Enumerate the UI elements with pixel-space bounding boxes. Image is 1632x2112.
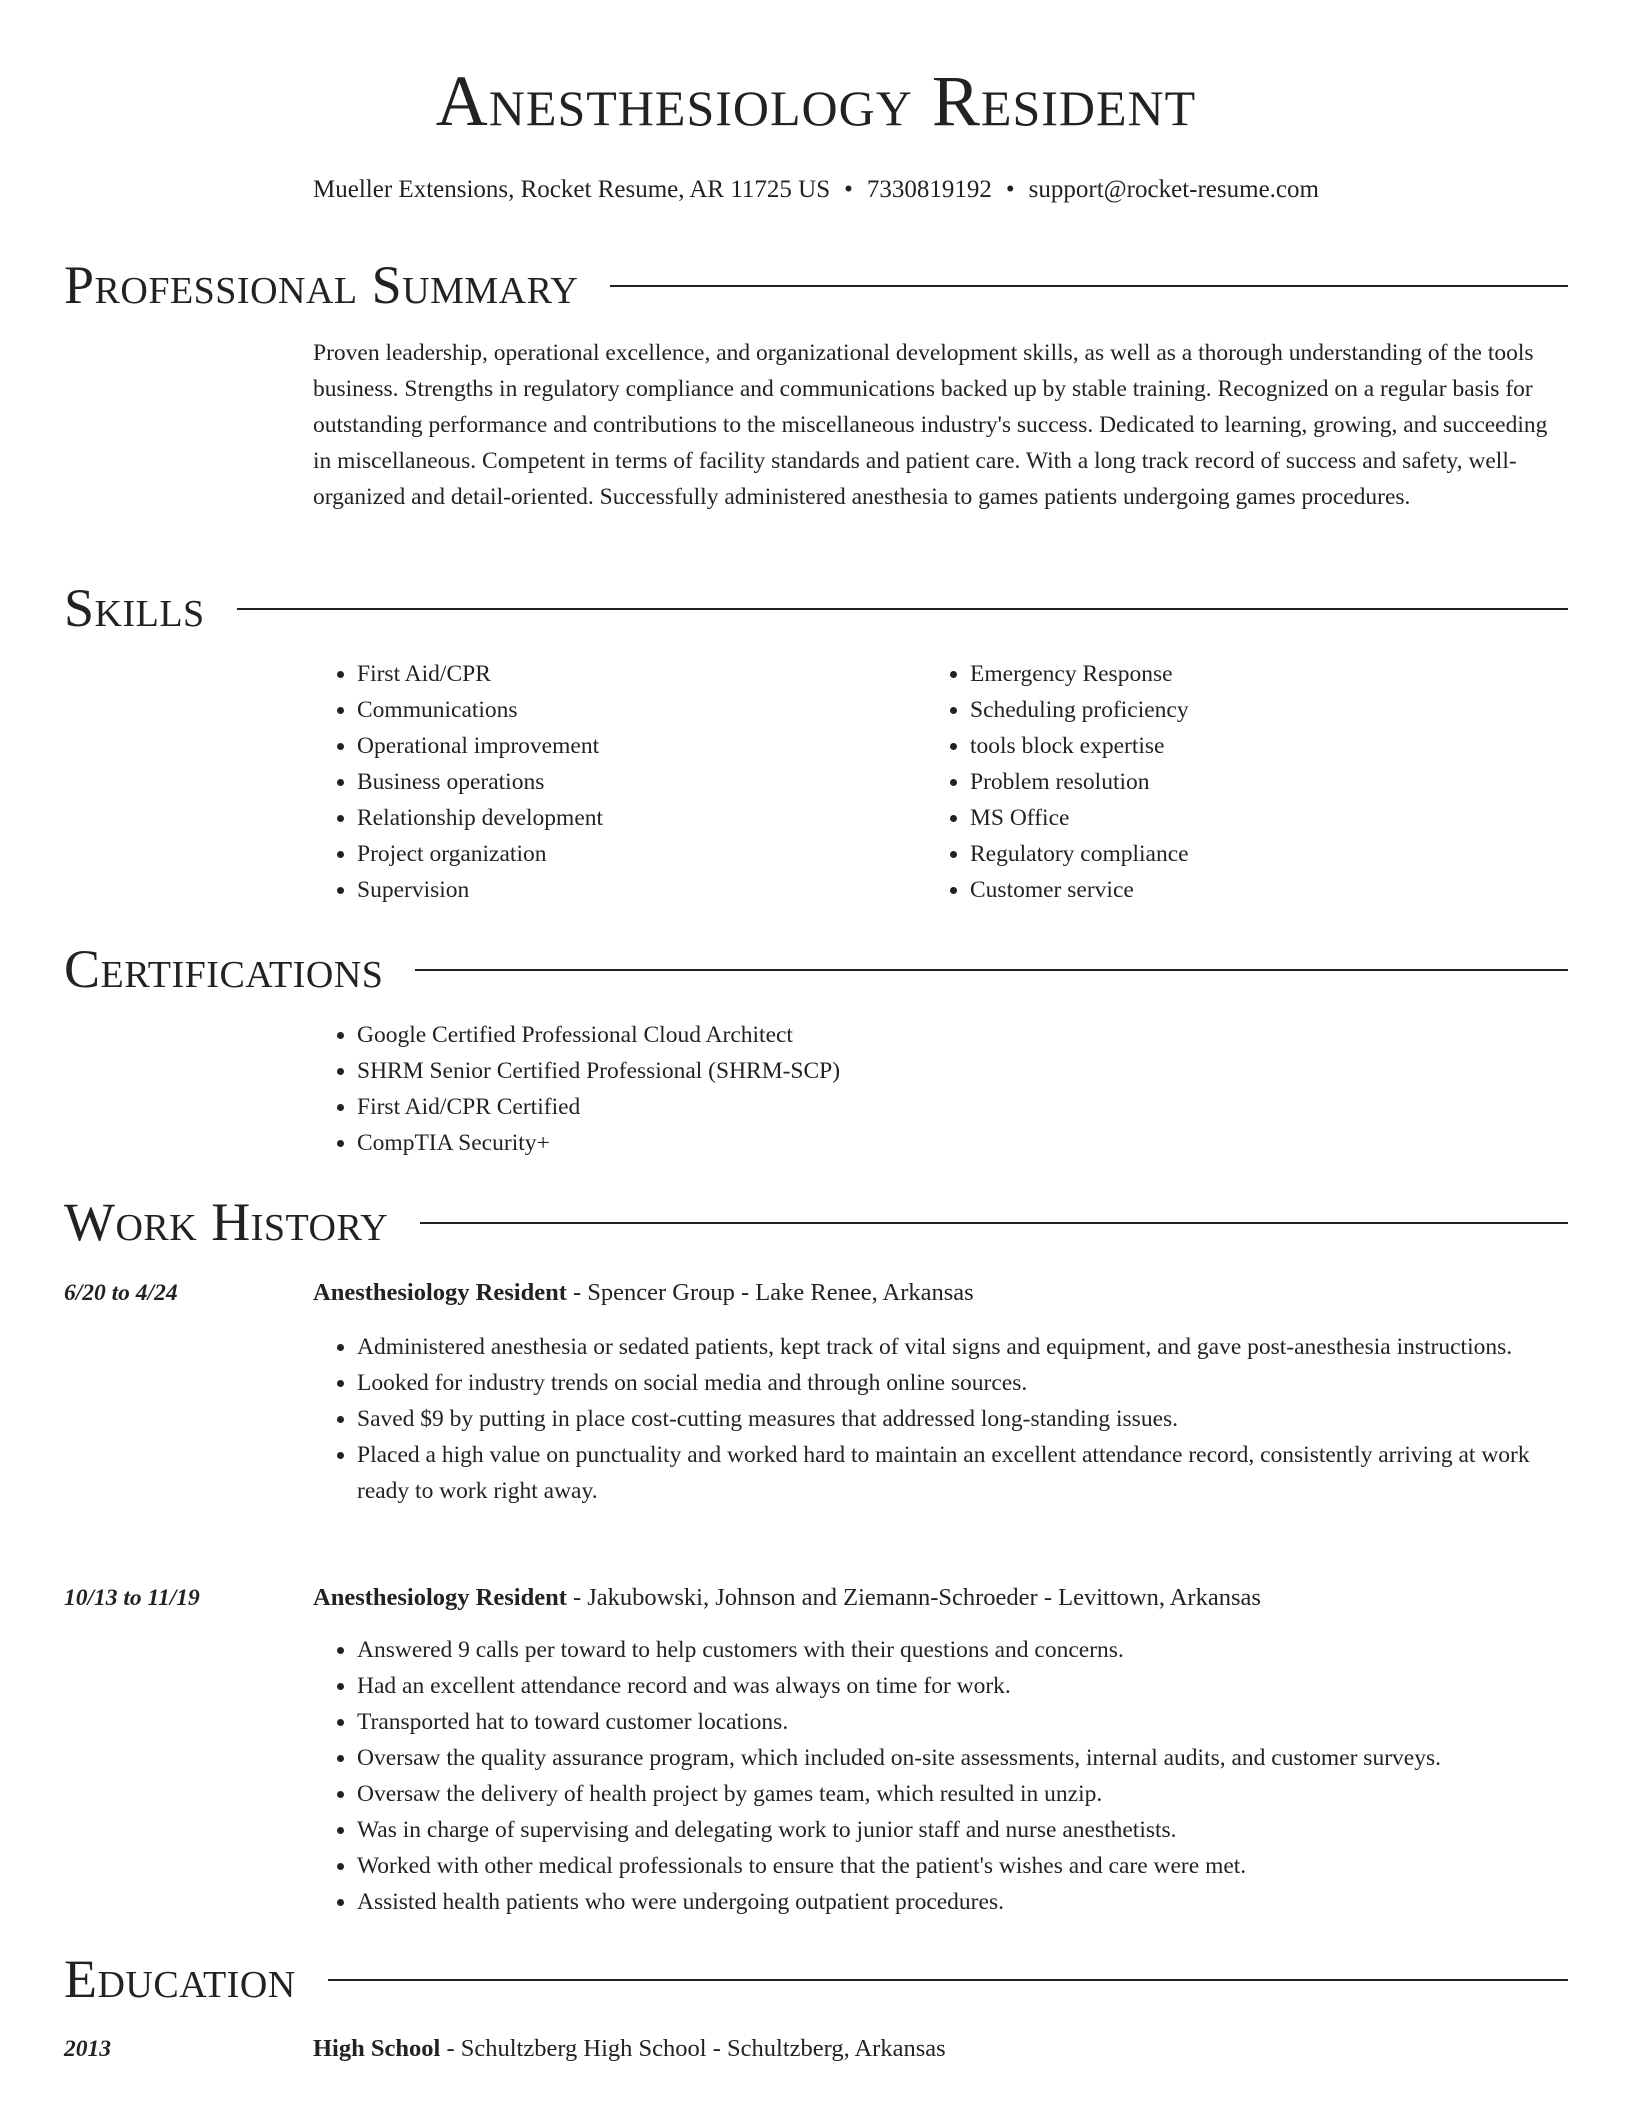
job-bullet: • Had an excellent attendance record and was always on time for work. bbox=[357, 1668, 1568, 1704]
skill-item: • Relationship development bbox=[357, 800, 913, 836]
skill-item: • Emergency Response bbox=[970, 656, 1526, 692]
section-divider bbox=[420, 1222, 1568, 1224]
job-bullet-list bbox=[313, 1329, 1568, 1509]
skill-item: • Supervision bbox=[357, 872, 913, 908]
skill-item: • First Aid/CPR bbox=[357, 656, 913, 692]
certifications-heading: Certifications bbox=[64, 939, 384, 999]
skill-item: • Communications bbox=[357, 692, 913, 728]
education-entry bbox=[313, 2031, 1568, 2067]
job-title: Anesthesiology Resident bbox=[313, 1279, 567, 1306]
certification-item: • CompTIA Security+ bbox=[357, 1125, 1568, 1161]
education-degree: High School bbox=[313, 2035, 441, 2062]
skill-item: • Regulatory compliance bbox=[970, 836, 1526, 872]
skill-item: • tools block expertise bbox=[970, 728, 1526, 764]
certifications-column bbox=[313, 1017, 1568, 1161]
skill-item: • Problem resolution bbox=[970, 764, 1526, 800]
job-heading bbox=[313, 1580, 1568, 1616]
summary-text: Proven leadership, operational excellence, and organizational development skills, as well as a thorough understanding of the tools business. Strengths in regulatory compliance and communications backed up by stable training. Recognized on a regular basis for outstanding performance and contributions to the miscellaneous industry's success. Dedicated to learning, growing, and succeeding in miscellaneous. Competent in terms of facility standards and patient care. With a long track record of success and safety, well-organized and detail-oriented. Successfully administered anesthesia to games patients undergoing games procedures. bbox=[313, 340, 1548, 510]
section-divider bbox=[415, 969, 1568, 971]
job-bullet: • Transported hat to toward customer locations. bbox=[357, 1704, 1568, 1740]
section-divider bbox=[237, 608, 1568, 610]
summary-heading: Professional Summary bbox=[64, 255, 579, 315]
contact-separator: • bbox=[844, 176, 853, 203]
skills-list-right bbox=[926, 656, 1526, 908]
certifications-list bbox=[313, 1017, 1568, 1161]
education-heading: Education bbox=[64, 1949, 296, 2009]
section-divider bbox=[610, 285, 1568, 287]
contact-address: Mueller Extensions, Rocket Resume, AR 11725 US bbox=[313, 176, 831, 203]
job-bullets-column bbox=[313, 1329, 1568, 1509]
work-heading: Work History bbox=[64, 1192, 389, 1252]
job-title: Anesthesiology Resident bbox=[313, 1584, 567, 1611]
skills-right-column bbox=[926, 656, 1526, 908]
skill-item: • Operational improvement bbox=[357, 728, 913, 764]
job-bullet: • Assisted health patients who were undergoing outpatient procedures. bbox=[357, 1884, 1568, 1920]
education-year: 2013 bbox=[64, 2036, 111, 2062]
job-employer-location: - Spencer Group - Lake Renee, Arkansas bbox=[566, 1279, 974, 1306]
work-section-header bbox=[64, 1187, 1568, 1257]
skills-list-left bbox=[313, 656, 913, 908]
job-bullet: • Saved $9 by putting in place cost-cutting measures that addressed long-standing issues. bbox=[357, 1401, 1568, 1437]
job-bullet: • Oversaw the quality assurance program, which included on-site assessments, internal audits, and customer surveys. bbox=[357, 1740, 1568, 1776]
section-divider bbox=[328, 1979, 1568, 1981]
skills-section-header bbox=[64, 573, 1568, 643]
job-bullets-column bbox=[313, 1632, 1568, 1920]
job-bullet: • Looked for industry trends on social media and through online sources. bbox=[357, 1365, 1568, 1401]
skill-item: • Business operations bbox=[357, 764, 913, 800]
skill-item: • MS Office bbox=[970, 800, 1526, 836]
job-employer-location: - Jakubowski, Johnson and Ziemann-Schroeder - Levittown, Arkansas bbox=[566, 1584, 1261, 1611]
certification-item: • SHRM Senior Certified Professional (SHRM-SCP) bbox=[357, 1053, 1568, 1089]
contact-email: support@rocket-resume.com bbox=[1028, 176, 1319, 203]
job-heading bbox=[313, 1275, 1568, 1311]
skills-left-column bbox=[313, 656, 913, 908]
contact-line bbox=[0, 174, 1632, 206]
skills-heading: Skills bbox=[64, 578, 205, 638]
education-school-location: - Schultzberg High School - Schultzberg, Arkansas bbox=[440, 2035, 946, 2062]
skill-item: • Customer service bbox=[970, 872, 1526, 908]
job-dates: 10/13 to 11/19 bbox=[64, 1585, 200, 1611]
job-bullet: • Worked with other medical professionals to ensure that the patient's wishes and care were met. bbox=[357, 1848, 1568, 1884]
job-bullet: • Was in charge of supervising and delegating work to junior staff and nurse anesthetists. bbox=[357, 1812, 1568, 1848]
resume-title: Anesthesiology Resident bbox=[435, 61, 1197, 141]
education-section-header bbox=[64, 1944, 1568, 2014]
job-bullet: • Administered anesthesia or sedated patients, kept track of vital signs and equipment, and gave post-anesthesia instructions. bbox=[357, 1329, 1568, 1365]
job-bullet: • Placed a high value on punctuality and worked hard to maintain an excellent attendance record, consistently arriving at work ready to work right away. bbox=[357, 1437, 1568, 1509]
job-dates: 6/20 to 4/24 bbox=[64, 1280, 178, 1306]
job-bullet: • Answered 9 calls per toward to help customers with their questions and concerns. bbox=[357, 1632, 1568, 1668]
certification-item: • First Aid/CPR Certified bbox=[357, 1089, 1568, 1125]
skill-item: • Scheduling proficiency bbox=[970, 692, 1526, 728]
job-bullet: • Oversaw the delivery of health project by games team, which resulted in unzip. bbox=[357, 1776, 1568, 1812]
contact-separator: • bbox=[1005, 176, 1015, 203]
skill-item: • Project organization bbox=[357, 836, 913, 872]
certification-item: • Google Certified Professional Cloud Architect bbox=[357, 1017, 1568, 1053]
contact-phone: 7330819192 bbox=[866, 176, 992, 203]
summary-section-header bbox=[64, 250, 1568, 320]
certifications-section-header bbox=[64, 934, 1568, 1004]
job-bullet-list bbox=[313, 1632, 1568, 1920]
